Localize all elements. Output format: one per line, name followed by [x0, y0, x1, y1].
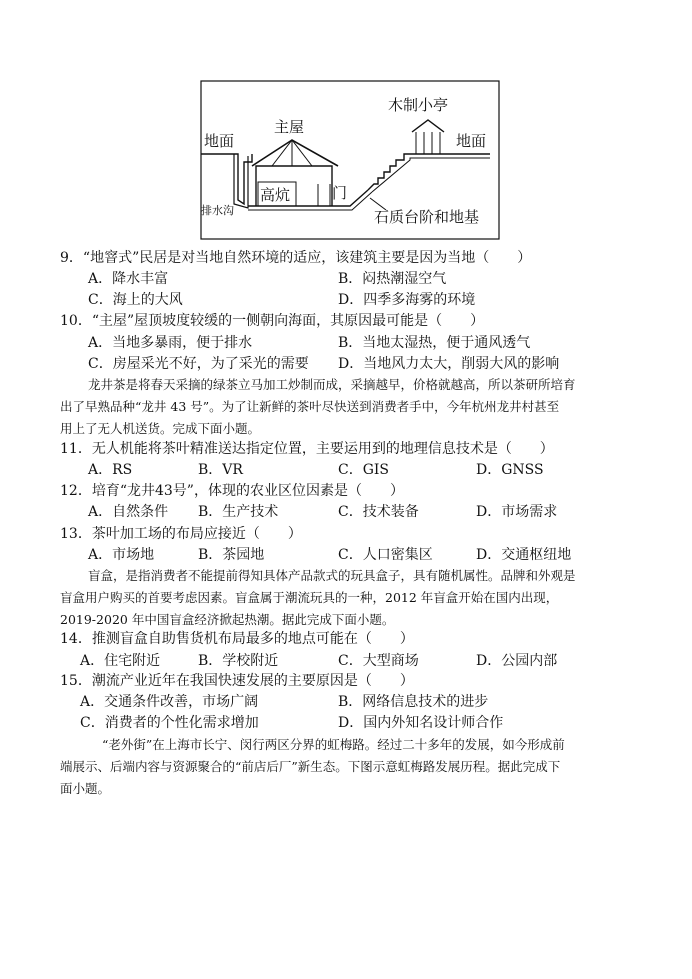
question-9-option-b: B．闷热潮湿空气 [338, 271, 447, 287]
blindbox-passage-line: 2019-2020 年中国盲盒经济掀起热潮。据此完成下面小题。 [60, 612, 395, 627]
question-15-stem: 15．潮流产业近年在我国快速发展的主要原因是（ ） [60, 673, 414, 689]
question-14-option-a: A．住宅附近 [80, 653, 161, 669]
label-steps: 石质台阶和地基 [374, 208, 480, 226]
label-door: 门 [332, 184, 348, 202]
label-kang: 高炕 [260, 186, 291, 204]
question-10-option-b: B．当地太湿热，便于通风透气 [338, 335, 531, 351]
dwelling-diagram-svg [200, 80, 500, 240]
question-11-option-a: A．RS [88, 462, 133, 478]
main-house-truss [272, 140, 312, 166]
blindbox-passage-line: 盲盒，是指消费者不能提前得知具体产品款式的玩具盒子，具有随机属性。品牌和外观是 [88, 568, 576, 583]
stone-foundation [372, 158, 490, 192]
tea-passage-line: 出了早熟品种“龙井 43 号”。为了让新鲜的茶叶尽快送到消费者手中，今年杭州龙井村甚至 [60, 399, 560, 414]
question-14-stem: 14．推测盲盒自助售货机布局最多的地点可能在（ ） [60, 631, 414, 647]
question-12-stem: 12．培育“龙井43号”，体现的农业区位因素是（ ） [60, 483, 404, 499]
question-9-option-a: A．降水丰富 [88, 271, 169, 287]
question-10-option-a: A．当地多暴雨，便于排水 [88, 335, 253, 351]
question-13-option-a: A．市场地 [88, 547, 155, 563]
question-14-option-d: D．公园内部 [476, 653, 558, 669]
laowaijie-passage-line: 端展示、后端内容与资源聚合的“前店后厂”新生态。下图示意虹梅路发展历程。据此完成下 [60, 759, 561, 774]
blindbox-passage-line: 盲盒用户购买的首要考虑因素。盲盒属于潮流玩具的一种，2012 年盲盒开始在国内出现， [60, 590, 559, 605]
question-14-option-b: B．学校附近 [198, 653, 279, 669]
question-15-option-a: A．交通条件改善，市场广阔 [80, 694, 259, 710]
question-9-stem: 9．“地窨式”民居是对当地自然环境的适应，该建筑主要是因为当地（ ） [60, 250, 532, 266]
question-12-option-d: D．市场需求 [476, 504, 558, 520]
label-ground-left: 地面 [204, 132, 235, 150]
question-11-stem: 11．无人机能将茶叶精准送达指定位置，主要运用到的地理信息技术是（ ） [60, 441, 554, 457]
stone-steps [368, 154, 490, 190]
dwelling-diagram [200, 80, 500, 240]
tea-passage-line: 龙井茶是将春天采摘的绿茶立马加工炒制而成，采摘越早，价格就越高，所以茶研所培育 [88, 377, 576, 392]
blindbox-passage [60, 565, 650, 631]
tea-passage [60, 374, 650, 440]
pavilion-posts [416, 132, 440, 154]
question-9-option-c: C．海上的大风 [88, 292, 183, 308]
question-12-option-a: A．自然条件 [88, 504, 169, 520]
question-12-option-b: B．生产技术 [198, 504, 279, 520]
pavilion-roof [412, 120, 444, 132]
question-9-option-d: D．四季多海雾的环境 [338, 292, 476, 308]
question-15-option-c: C．消费者的个性化需求增加 [80, 715, 259, 731]
question-15-option-b: B．网络信息技术的进步 [338, 694, 489, 710]
question-13-stem: 13．茶叶加工场的布局应接近（ ） [60, 526, 302, 542]
label-main-house: 主屋 [274, 118, 305, 136]
question-13-option-d: D．交通枢纽地 [476, 547, 572, 563]
question-10-stem: 10．“主屋”屋顶坡度较缓的一侧朝向海面，其原因最可能是（ ） [60, 313, 485, 329]
question-15-option-d: D．国内外知名设计师合作 [338, 715, 504, 731]
question-10-option-d: D．当地风力太大，削弱大风的影响 [338, 356, 560, 372]
label-ground-right: 地面 [456, 132, 487, 150]
label-pavilion: 木制小亭 [388, 96, 449, 114]
laowaijie-passage-line: 面小题。 [60, 781, 111, 796]
left-ground-line [201, 154, 252, 204]
tea-passage-line: 用上了无人机送货。完成下面小题。 [60, 421, 261, 436]
question-14-option-c: C．大型商场 [338, 653, 419, 669]
door-frame [318, 184, 330, 206]
label-drain: 排水沟 [201, 204, 234, 217]
question-11-option-d: D．GNSS [476, 462, 544, 478]
question-12-option-c: C．技术装备 [338, 504, 419, 520]
laowaijie-passage-line: “老外街”在上海市长宁、闵行两区分界的虹梅路。经过二十多年的发展，如今形成前 [102, 737, 565, 752]
question-13-option-c: C．人口密集区 [338, 547, 433, 563]
question-10-option-c: C．房屋采光不好，为了采光的需要 [88, 356, 309, 372]
question-11-option-c: C．GIS [338, 462, 390, 478]
question-13-option-b: B．茶园地 [198, 547, 265, 563]
question-11-option-b: B．VR [198, 462, 243, 478]
laowaijie-passage [60, 734, 650, 800]
